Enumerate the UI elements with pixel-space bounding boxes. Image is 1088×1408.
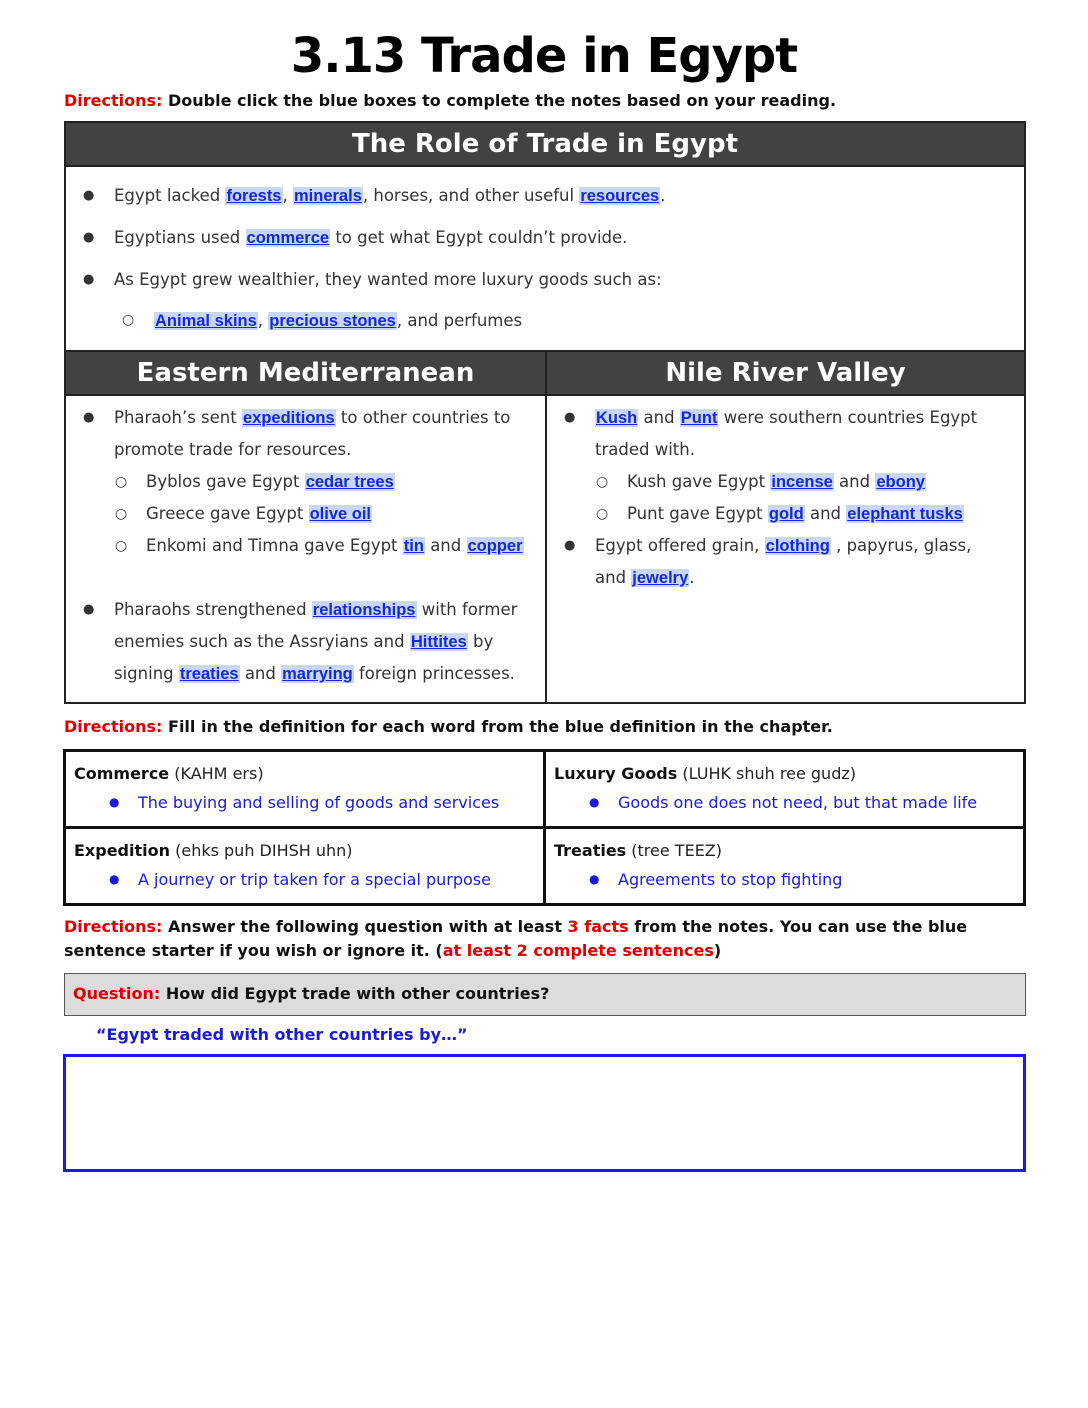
blank-incense[interactable]: incense: [771, 473, 833, 491]
blank-ebony[interactable]: ebony: [876, 473, 925, 491]
page-title: 3.13 Trade in Egypt: [290, 28, 798, 84]
definition-text[interactable]: ● Goods one does not need, but that made life: [554, 793, 1015, 812]
directions-2: [64, 715, 833, 739]
list-item: ○ Animal skins, precious stones, and perfumes: [154, 300, 1024, 342]
blank-tin[interactable]: tin: [403, 537, 424, 555]
east-notes: [65, 395, 546, 703]
definition-text[interactable]: ● The buying and selling of goods and services: [74, 793, 535, 812]
list-item: ● Egypt offered grain, clothing , papyrus, glass, and jewelry.: [547, 530, 1000, 594]
nile-header: Nile River Valley: [546, 351, 1025, 395]
blank-cedar-trees[interactable]: cedar trees: [305, 473, 394, 491]
term: Commerce: [74, 764, 170, 783]
term: Treaties: [554, 841, 627, 860]
blank-clothing[interactable]: clothing: [765, 537, 830, 555]
blank-resources[interactable]: resources: [580, 187, 660, 205]
blank-copper[interactable]: copper: [467, 537, 523, 555]
blank-gold[interactable]: gold: [768, 505, 804, 523]
list-item: ● Egypt lacked forests, minerals, horses, and other useful resources.: [66, 175, 1024, 217]
blank-elephant-tusks[interactable]: elephant tusks: [847, 505, 963, 523]
definition-cell-treaties: [545, 828, 1025, 905]
notes-table: [64, 121, 1026, 704]
blank-animal-skins[interactable]: Animal skins: [155, 312, 257, 330]
east-header: Eastern Mediterranean: [65, 351, 546, 395]
facts-count: 3 facts: [567, 917, 629, 936]
list-item: ○ Punt gave Egypt gold and elephant tusks: [595, 498, 1000, 530]
directions-label: Directions:: [64, 917, 163, 936]
definition-text[interactable]: ● A journey or trip taken for a special purpose: [74, 870, 535, 889]
term: Expedition: [74, 841, 171, 860]
list-item: ● Egyptians used commerce to get what Egypt couldn’t provide.: [66, 217, 1024, 259]
blank-kush[interactable]: Kush: [596, 409, 638, 427]
nile-notes: [546, 395, 1025, 703]
directions-text: Double click the blue boxes to complete the notes based on your reading.: [168, 91, 837, 110]
pronunciation: (ehks puh DIHSH uhn): [170, 841, 353, 860]
role-notes: [65, 166, 1025, 351]
pronunciation: (tree TEEZ): [626, 841, 722, 860]
definitions-table: [63, 749, 1026, 906]
term: Luxury Goods: [554, 764, 678, 783]
definition-cell-expedition: [65, 828, 545, 905]
blank-relationships[interactable]: relationships: [312, 601, 416, 619]
pronunciation: (LUHK shuh ree gudz): [677, 764, 856, 783]
blank-marrying[interactable]: marrying: [282, 665, 353, 683]
directions-text: Fill in the definition for each word from the blue definition in the chapter.: [168, 717, 833, 736]
list-item: ● Pharaoh’s sent expeditions to other countries to promote trade for resources. ○ Byblos gave Egypt cedar trees ○ Greece gave Egypt olive oil ○ Enkomi and Timna gave Egypt tin and copper: [66, 402, 525, 562]
blank-precious-stones[interactable]: precious stones: [269, 312, 396, 330]
blank-expeditions[interactable]: expeditions: [242, 409, 335, 427]
blank-forests[interactable]: forests: [226, 187, 282, 205]
blank-hittites[interactable]: Hittites: [410, 633, 467, 651]
pronunciation: (KAHM ers): [169, 764, 264, 783]
question-text: How did Egypt trade with other countries?: [165, 984, 550, 1003]
blank-minerals[interactable]: minerals: [294, 187, 362, 205]
directions-label: Directions:: [64, 717, 163, 736]
list-item: ● Kush and Punt were southern countries Egypt traded with. ○ Kush gave Egypt incense and ebony ○ Punt gave Egypt gold and elephant tusks: [547, 402, 1000, 530]
answer-box[interactable]: [63, 1054, 1026, 1172]
definition-cell-luxury-goods: [545, 751, 1025, 828]
list-item: ● As Egypt grew wealthier, they wanted more luxury goods such as:: [66, 259, 1024, 300]
list-item: ○ Greece gave Egypt olive oil: [114, 498, 525, 530]
directions-1: [64, 89, 836, 113]
question-box: [64, 973, 1026, 1016]
list-item: ○ Enkomi and Timna gave Egypt tin and copper: [114, 530, 525, 562]
blank-punt[interactable]: Punt: [680, 409, 718, 427]
list-item: ○ Byblos gave Egypt cedar trees: [114, 466, 525, 498]
definition-cell-commerce: [65, 751, 545, 828]
list-item: ○ Kush gave Egypt incense and ebony: [595, 466, 1000, 498]
question-label: Question:: [73, 984, 161, 1003]
directions-label: Directions:: [64, 91, 163, 110]
role-header: The Role of Trade in Egypt: [65, 122, 1025, 166]
directions-3: Directions: Answer the following question with at least 3 facts from the notes. You can use the blue sentence starter if you wish or ignore it. (at least 2 complete sentences): [64, 917, 968, 960]
sentence-count: at least 2 complete sentences: [442, 941, 714, 960]
blank-treaties[interactable]: treaties: [179, 665, 239, 683]
blank-jewelry[interactable]: jewelry: [632, 569, 689, 587]
list-item: ● Pharaohs strengthened relationships with former enemies such as the Assryians and Hittites by signing treaties and marrying foreign princesses.: [66, 594, 525, 690]
sentence-starter: “Egypt traded with other countries by…”: [96, 1025, 468, 1044]
definition-text[interactable]: ● Agreements to stop fighting: [554, 870, 1015, 889]
blank-commerce[interactable]: commerce: [246, 229, 330, 247]
blank-olive-oil[interactable]: olive oil: [309, 505, 372, 523]
